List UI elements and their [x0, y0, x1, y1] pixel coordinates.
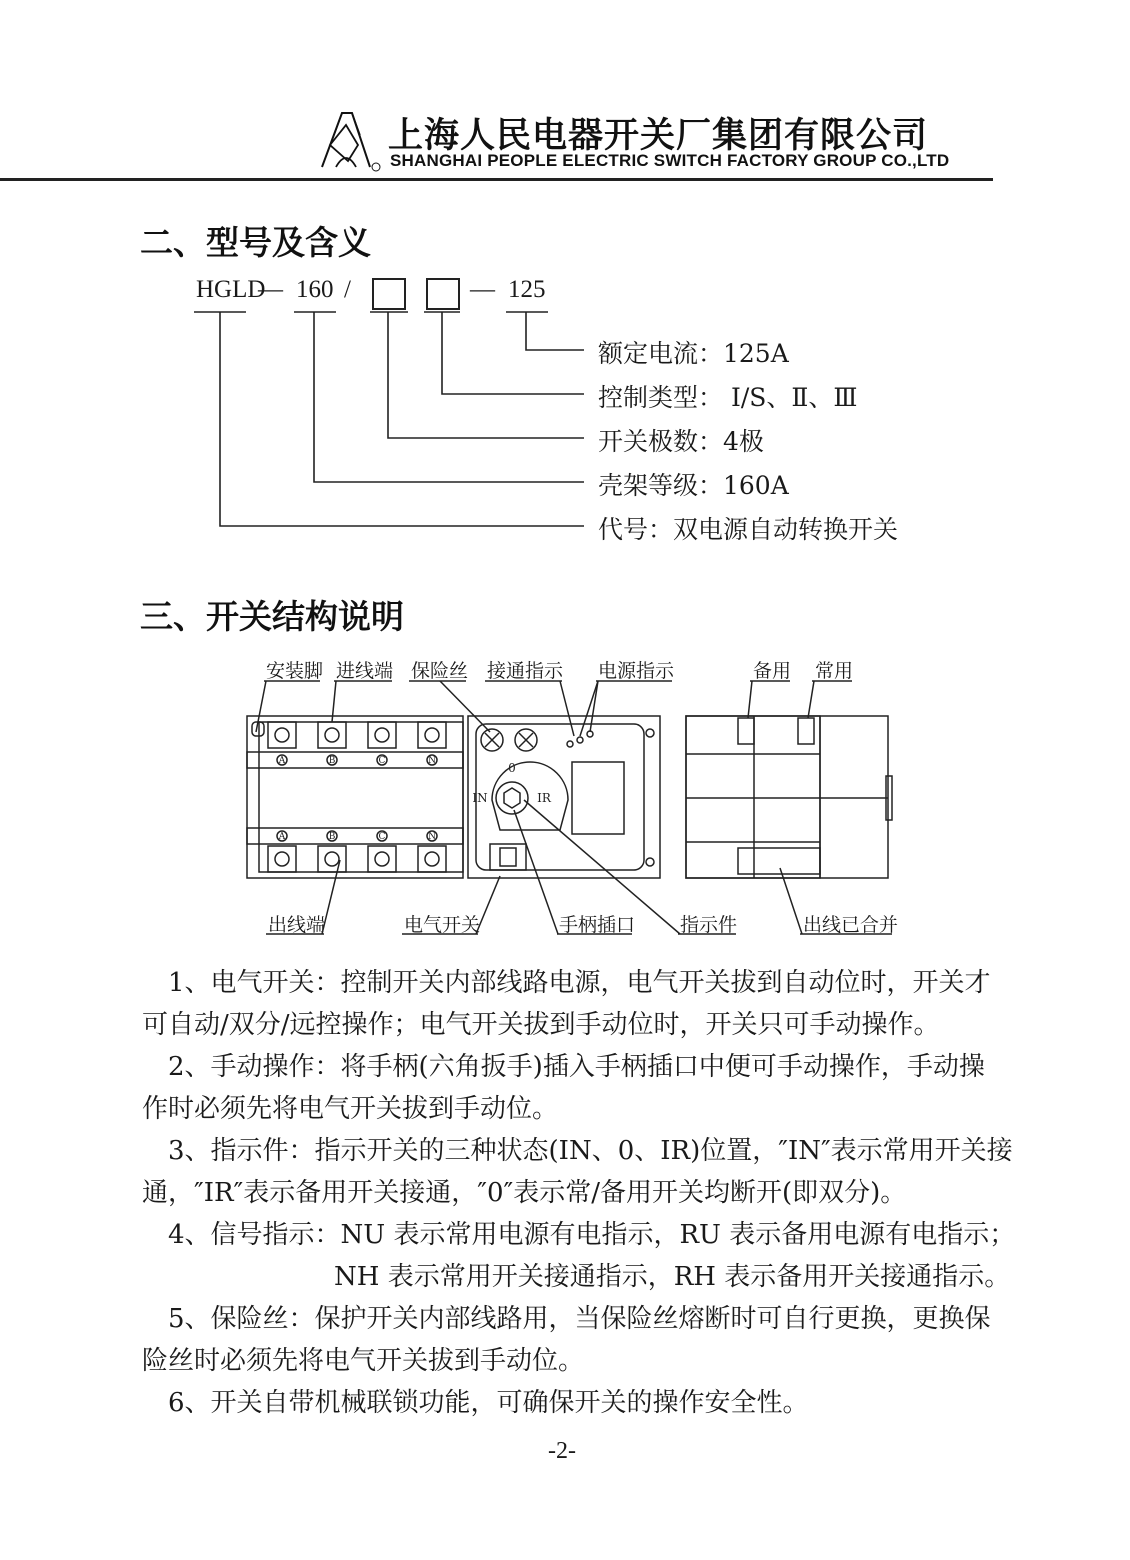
phase-b-top: B — [328, 756, 336, 766]
para-1-line-2: 可自动/双分/远控操作；电气开关拔到手动位时，开关只可手动操作。 — [142, 1010, 940, 1040]
para-3-line-1: 3、指示件：指示开关的三种状态(IN、0、IR)位置，″ⅠN″表示常用开关接 — [142, 1136, 1013, 1166]
phase-a-top: A — [278, 756, 286, 766]
para-2-line-2: 作时必须先将电气开关拔到手动位。 — [142, 1094, 559, 1124]
callout-indicator-part: 指示件 — [680, 914, 738, 936]
para-4-line-1: 4、信号指示：NU 表示常用电源有电指示，RU 表示备用电源有电指示； — [142, 1220, 1016, 1250]
callout-normal: 常用 — [815, 660, 854, 682]
callout-output-merged: 出线已合并 — [803, 914, 899, 936]
callout-output-terminal: 出线端 — [268, 914, 326, 936]
para-5-line-1: 5、保险丝：保护开关内部线路用，当保险丝熔断时可自行更换，更换保 — [142, 1304, 991, 1334]
phase-c-top: C — [378, 756, 386, 766]
dial-ir: IR — [537, 791, 551, 805]
para-1-line-1: 1、电气开关：控制开关内部线路电源，电气开关拔到自动位时，开关才 — [142, 968, 991, 998]
phase-c-bottom: C — [378, 832, 386, 842]
model-frame: 160 — [296, 276, 334, 303]
legend-poles: 开关极数：4极 — [598, 427, 764, 456]
para-5-line-2: 险丝时必须先将电气开关拔到手动位。 — [142, 1346, 585, 1376]
company-name-cn: 上海人民电器开关厂集团有限公司 — [388, 116, 929, 156]
model-current: 125 — [508, 276, 546, 303]
para-4-line-2: NH 表示常用开关接通指示，RH 表示备用开关接通指示。 — [334, 1262, 1011, 1292]
legend-rated-current: 额定电流：125A — [598, 339, 789, 368]
callout-fuse: 保险丝 — [411, 660, 469, 682]
callout-electric-switch: 电气开关 — [404, 914, 481, 936]
phase-a-bottom: A — [278, 832, 286, 842]
callout-input-terminal: 进线端 — [336, 660, 394, 682]
section3-title: 三、开关结构说明 — [140, 597, 404, 636]
model-dash-1: — — [258, 276, 283, 303]
legend-frame-grade: 壳架等级：160A — [598, 471, 789, 500]
dial-in: IN — [472, 791, 488, 805]
para-3-line-2: 通，″IR″表示备用开关接通，″0″表示常/备用开关均断开(即双分)。 — [142, 1178, 907, 1208]
phase-n-top: N — [428, 756, 436, 766]
callout-standby: 备用 — [753, 660, 792, 682]
model-slash: / — [344, 276, 351, 303]
company-name-en: SHANGHAI PEOPLE ELECTRIC SWITCH FACTORY GROUP CO.,LTD — [390, 151, 950, 170]
model-dash-2: — — [470, 276, 495, 303]
phase-b-bottom: B — [328, 832, 336, 842]
callout-on-indicator: 接通指示 — [487, 660, 564, 682]
para-2-line-1: 2、手动操作：将手柄(六角扳手)插入手柄插口中便可手动操作，手动操 — [142, 1052, 985, 1082]
page-number: -2- — [548, 1438, 576, 1464]
callout-handle-socket: 手柄插口 — [559, 914, 636, 936]
model-prefix: HGLD — [196, 276, 266, 303]
legend-code: 代号：双电源自动转换开关 — [598, 515, 899, 544]
callout-power-indicator: 电源指示 — [598, 660, 675, 682]
phase-n-bottom: N — [428, 832, 436, 842]
callout-mounting-foot: 安装脚 — [266, 660, 324, 682]
para-6-line-1: 6、开关自带机械联锁功能，可确保开关的操作安全性。 — [142, 1388, 809, 1418]
dial-zero: 0 — [508, 761, 516, 775]
section2-title: 二、型号及含义 — [140, 223, 371, 262]
legend-control-type: 控制类型： Ⅰ/S、Ⅱ、Ⅲ — [598, 383, 858, 412]
